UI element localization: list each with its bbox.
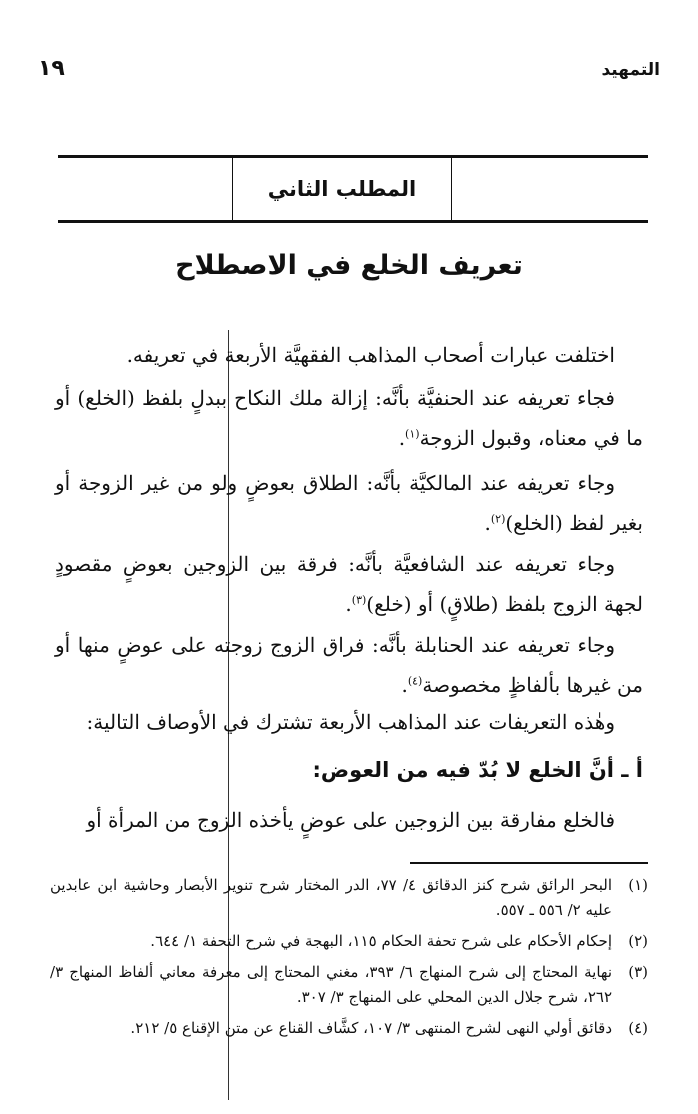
hanafi-text: فجاء تعريفه عند الحنفيَّة بأنَّه: إزالة ملك النكاح ببدلٍ بلفظ (الخلع) أو ما في معناه، وقبول الزوجة	[55, 386, 643, 450]
footnote-ref-2: (٢)	[490, 512, 506, 526]
footnote-ref-4: (٤)	[407, 674, 423, 688]
footnote-3	[50, 960, 648, 1010]
section-label: المطلب الثاني	[267, 176, 417, 201]
intro-paragraph	[55, 335, 643, 375]
section-heading-box	[232, 157, 452, 220]
shared-features-paragraph	[55, 702, 643, 742]
footnote-4	[50, 1016, 648, 1041]
compensation-text: فالخلع مفارقة بين الزوجين على عوضٍ يأخذه الزوج من المرأة أو	[86, 808, 615, 832]
compensation-paragraph	[55, 800, 643, 840]
intro-text: اختلفت عبارات أصحاب المذاهب الفقهيَّة الأربعة في تعريفه.	[126, 343, 615, 367]
hanbali-definition: وجاء تعريفه عند الحنابلة بأنَّه: فراق الزوج زوجته على عوضٍ منها أو من غيرها بألفاظٍ مخصوصة$^{(٤)}$.	[55, 633, 643, 697]
footnote-ref-1: (١)	[405, 427, 420, 441]
footnote-text: البحر الرائق شرح كنز الدقائق ٤/ ٧٧، الدر المختار شرح تنوير الأبصار وحاشية ابن عابدين عليه ٢/ ٥٥٦ ـ ٥٥٧.	[50, 876, 613, 919]
maliki-text: وجاء تعريفه عند المالكيَّة بأنَّه: الطلاق بعوضٍ ولو من غير الزوجة أو بغير لفظ (الخلع)	[55, 471, 643, 535]
shared-features-text: وهٰذه التعريفات عند المذاهب الأربعة تشترك في الأوصاف التالية:	[86, 710, 615, 734]
footnote-1	[50, 873, 648, 923]
hanafi-definition: فجاء تعريفه عند الحنفيَّة بأنَّه: إزالة ملك النكاح ببدلٍ بلفظ (الخلع) أو ما في معناه، وقبول الزوجة$^{(١)}$.	[55, 386, 643, 450]
footnote-number: (١)	[628, 876, 648, 894]
footnote-text: إحكام الأحكام على شرح تحفة الحكام ١١٥، البهجة في شرح التحفة ١/ ٦٤٤.	[150, 932, 612, 950]
footnote-number: (٣)	[628, 963, 648, 981]
footnote-text: نهاية المحتاج إلى شرح المنهاج ٦/ ٣٩٣، مغني المحتاج إلى معرفة معاني ألفاظ المنهاج ٣/ ٢٦٢، شرح جلال الدين المحلي على المنهاج ٣/ ٣٠٧.	[50, 963, 612, 1006]
shafii-text: وجاء تعريفه عند الشافعيَّة بأنَّه: فرقة بين الزوجين بعوضٍ مقصودٍ لجهة الزوج بلفظ (طلاقٍ) أو (خلع)	[55, 552, 643, 616]
footnote-number: (٢)	[628, 932, 648, 950]
shafii-definition: وجاء تعريفه عند الشافعيَّة بأنَّه: فرقة بين الزوجين بعوضٍ مقصودٍ لجهة الزوج بلفظ (طلاقٍ) أو (خلع)$^{(٣)}$.	[55, 552, 643, 616]
footnote-ref-3: (٣)	[351, 593, 367, 607]
running-title: التمهيد	[601, 60, 660, 80]
page-number: ١٩	[38, 56, 65, 81]
chapter-title: تعريف الخلع في الاصطلاح	[175, 250, 523, 281]
footnote-separator	[410, 862, 648, 864]
subheading-compensation: أ ـ أنَّ الخلع لا بُدّ فيه من العوض:	[312, 758, 643, 782]
section-rule-bottom	[58, 220, 648, 223]
footnote-2	[50, 929, 648, 954]
footnote-number: (٤)	[628, 1019, 648, 1037]
maliki-definition: وجاء تعريفه عند المالكيَّة بأنَّه: الطلاق بعوضٍ ولو من غير الزوجة أو بغير لفظ (الخلع)$^{(٢)}$.	[55, 471, 643, 535]
hanbali-text: وجاء تعريفه عند الحنابلة بأنَّه: فراق الزوج زوجته على عوضٍ منها أو من غيرها بألفاظٍ مخصوصة	[55, 633, 643, 697]
footnote-text: دقائق أولي النهى لشرح المنتهى ٣/ ١٠٧، كشَّاف القناع عن متن الإقناع ٥/ ٢١٢.	[130, 1019, 612, 1037]
